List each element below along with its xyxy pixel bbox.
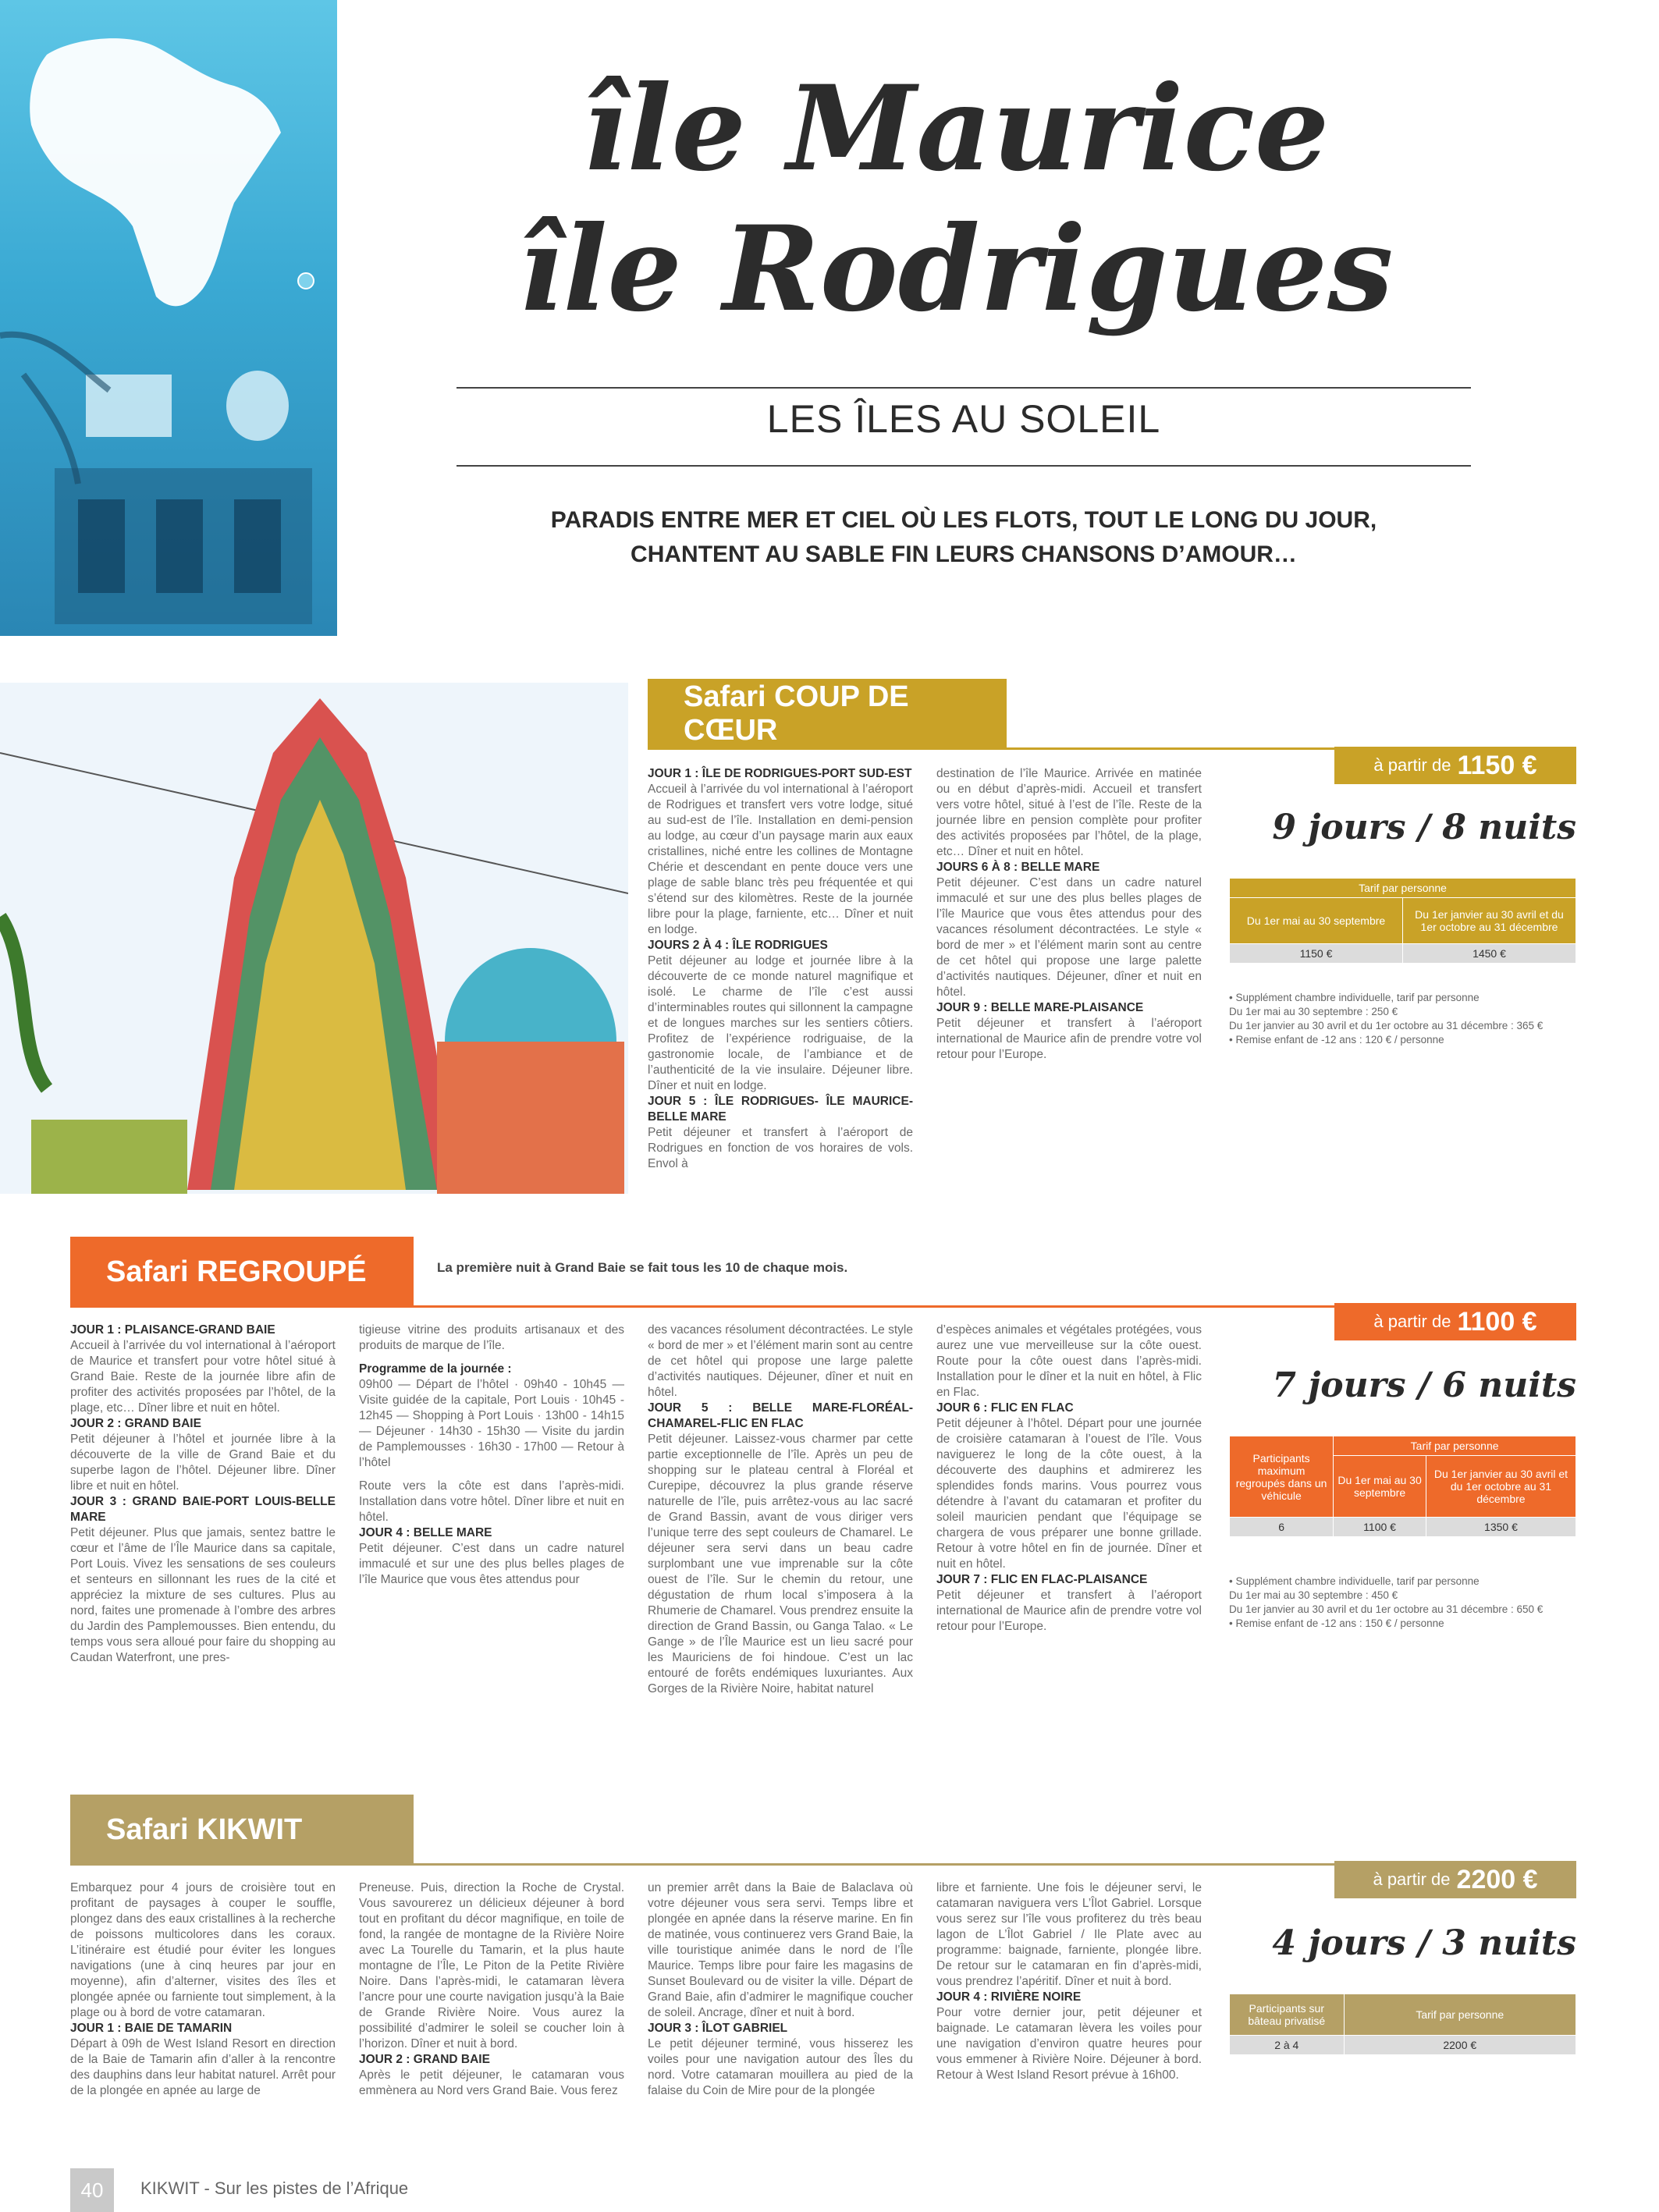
- day-heading: JOUR 3 : ÎLOT GABRIEL: [648, 2022, 788, 2035]
- day-heading: JOUR 9 : BELLE MARE-PLAISANCE: [936, 1001, 1144, 1014]
- s2-day-block: [359, 1525, 624, 1588]
- s2-day-block: [359, 1377, 624, 1471]
- s2-day-block: [359, 1362, 624, 1377]
- day-text: Petit déjeuner. Plus que jamais, sentez battre le cœur et l’âme de l’Île Maurice dans sa capitale, Port Louis. Vivez les sensations de ses couleurs et senteurs en sillonnant les rues de la cité et appréciez la mixture de ses cultures. Plus au nord, faites une promenade à l’ombre des arbres du Jardin des Pamplemousses. Bien entendu, du temps vous sera alloué pour faire du shopping au Caudan Waterfront, une pres-: [70, 1526, 336, 1664]
- price-value: 1100 €: [1457, 1306, 1537, 1337]
- note-line: • Remise enfant de -12 ans : 120 € / personne: [1229, 1034, 1444, 1046]
- s3-day-block: [359, 1880, 624, 2052]
- table-head: Tarif par personne: [1230, 879, 1576, 898]
- s1-day-block: [936, 766, 1202, 860]
- s2-day-block: [936, 1401, 1202, 1572]
- page-tagline: [468, 503, 1459, 572]
- title-divider-bottom: [456, 465, 1471, 467]
- s3-day-block: [648, 1880, 913, 2021]
- day-text: Accueil à l’arrivée du vol international à l’aéroport de Rodrigues et transfert vers votre lodge, situé au sud-est de l’île. Installation en demi-pension au lodge, au cœur d’un paysage marin aux eaux cristallines, niché entre les collines de Montagne Chérie et descendant en pente douce vers une plage de sable blanc très peu fréquentée et qui s’étend sur des kilomètres. Reste de la journée libre pour la plage, farniente, etc… Dîner et nuit en lodge.: [648, 783, 913, 936]
- day-heading: JOUR 4 : BELLE MARE: [359, 1526, 492, 1539]
- day-text: destination de l’île Maurice. Arrivée en matinée ou en début d’après-midi. Accueil et transfert vers votre hôtel, situé à l’est de l’île. Reste de la journée libre en pension complète pour profiter des activités proposées par l’hôtel, de la plage, etc… Dîner et nuit en hôtel.: [936, 767, 1202, 858]
- s3-day-block: [936, 1880, 1202, 1990]
- day-heading: JOUR 1 : ÎLE DE RODRIGUES-PORT SUD-EST: [648, 767, 912, 780]
- tagline-line1: PARADIS ENTRE MER ET CIEL OÙ LES FLOTS, TOUT LE LONG DU JOUR,: [550, 507, 1377, 533]
- table-value-winter: 1450 €: [1403, 944, 1576, 964]
- day-text: Petit déjeuner et transfert à l’aéroport de Rodrigues en fonction de vos horaires de vols. Envol à: [648, 1126, 913, 1170]
- day-heading: JOUR 2 : GRAND BAIE: [70, 1417, 201, 1430]
- section1-notes: [1229, 991, 1576, 1047]
- s2-day-block: [936, 1572, 1202, 1635]
- day-heading: JOUR 5 : ÎLE RODRIGUES- ÎLE MAURICE-BELLE MARE: [648, 1095, 913, 1124]
- table-value-summer: 1150 €: [1230, 944, 1403, 964]
- programme-heading: Programme de la journée :: [359, 1362, 512, 1376]
- section2-title: Safari REGROUPÉ: [70, 1237, 414, 1307]
- table-head: Tarif par personne: [1344, 1994, 1576, 2036]
- day-heading: JOUR 3 : GRAND BAIE-PORT LOUIS-BELLE MARE: [70, 1495, 336, 1524]
- s2-day-block: [936, 1323, 1202, 1401]
- s2-day-block: [70, 1323, 336, 1416]
- day-heading: JOUR 5 : BELLE MARE-FLORÉAL-CHAMAREL-FLIC EN FLAC: [648, 1401, 913, 1430]
- note-line: • Remise enfant de -12 ans : 150 € / personne: [1229, 1617, 1444, 1629]
- section1-col1: [648, 766, 913, 1172]
- table-value-price: 2200 €: [1344, 2036, 1576, 2055]
- day-text: Pour votre dernier jour, petit déjeuner et baignade. Le catamaran lèvera les voiles pour une navigation d’environ quatre heures pour vous emmener à Rivière Noire. Déjeuner à bord. Retour à West Island Resort prévue à 16h00.: [936, 2006, 1202, 2082]
- s2-day-block: [70, 1494, 336, 1666]
- footer-text: KIKWIT - Sur les pistes de l’Afrique: [140, 2178, 409, 2198]
- s1-day-block: [648, 938, 913, 1094]
- day-text: Petit déjeuner et transfert à l’aéroport international de Maurice afin de prendre votre vol retour pour l’Europe.: [936, 1017, 1202, 1061]
- section1-title: Safari COUP DE CŒUR: [648, 679, 1007, 749]
- s2-day-block: [359, 1479, 624, 1525]
- table-participants-header: Participants sur bâteau privatisé: [1230, 1994, 1345, 2036]
- intro-text: Embarquez pour 4 jours de croisière tout en profitant de paysages à couper le souffle, plongez dans des eaux cristallines à la recherche de poissons multicolores dans les coraux. L’itinéraire est étudié pour éviter les longues navigations (une à cinq heures par jour en moyenne), afin d’alterner, visites des îles et plongée apnée ou farniente tout simplement, à la plage ou à bord de votre catamaran.: [70, 1881, 336, 2019]
- table-value-participants: 6: [1230, 1518, 1334, 1537]
- day-text: libre et farniente. Une fois le déjeuner servi, le catamaran naviguera vers L’Îlot Gabriel. Lorsque vous serez sur l’île vous profiterez du très beau lagon de L’Îlot Gabriel / Ile Plate avec au programme: baignade, farniente, plongée libre. De retour sur le catamaran en fin d’après-midi, vous prendrez l’apéritif. Dîner et nuit à bord.: [936, 1881, 1202, 1988]
- section2-price-table: [1229, 1436, 1576, 1537]
- section2-col1: [70, 1323, 336, 1666]
- table-participants-header: Participants maximum regroupés dans un véhicule: [1230, 1436, 1334, 1518]
- day-text: Petit déjeuner. Laissez-vous charmer par cette partie exceptionnelle de l’île. Après un peu de shopping sur le plateau central à Floréal et Curepipe, découvrez la plus grande réserve naturelle de l’île, puis arrêtez-vous au lac sacré de Grand Bassin, avant de vous diriger vers l’unique terre des sept couleurs de Chamarel. Le déjeuner sera servi dans un beau cadre surplombant une vue imprenable sur la côte ouest de l’île. Sur le chemin du retour, une dégustation de rhum local s’imposera à la Rhumerie de Chamarel. Vous prendrez ensuite la direction de Grand Bassin, ou Ganga Talao. « Le Gange » de l’Île Maurice est un lieu sacré pour les Mauriciens de foi hindoue. C’est un lac entouré de forêts endémiques luxuriantes. Aux Gorges de la Rivière Noire, habitat naturel: [648, 1433, 913, 1695]
- section3-title: Safari KIKWIT: [70, 1795, 414, 1865]
- s3-day-block: [359, 2052, 624, 2099]
- note-line: Du 1er janvier au 30 avril et du 1er octobre au 31 décembre : 365 €: [1229, 1020, 1544, 1031]
- section3-duration: 4 jours / 3 nuits: [1272, 1923, 1576, 1963]
- day-text: Petit déjeuner à l’hôtel et journée libre à la découverte de la ville de Grand Baie et du superbe lagon de l’hôtel. Déjeuner libre. Dîner libre et nuit en hôtel.: [70, 1433, 336, 1493]
- price-prefix: à partir de: [1373, 755, 1451, 775]
- s2-day-block: [648, 1323, 913, 1401]
- page-subtitle: LES ÎLES AU SOLEIL: [766, 397, 1161, 441]
- page-title-line1: île Maurice: [582, 60, 1330, 197]
- day-text: Petit déjeuner. C’est dans un cadre naturel immaculé et sur une des plus belles plages de l’île Maurice que vous êtes attendus pour des vacances résolument décontractées. Le style « bord de mer » et l’élément marin sont au centre de cet hôtel qui propose une large palette d’activités nautiques. Déjeuner, dîner et nuit en hôtel.: [936, 876, 1202, 999]
- note-line: Du 1er mai au 30 septembre : 450 €: [1229, 1589, 1398, 1601]
- section2-col4: [936, 1323, 1202, 1635]
- s3-day-block: [648, 2021, 913, 2099]
- day-text: Le petit déjeuner terminé, vous hisserez les voiles pour une navigation autour des Îles du nord. Votre catamaran mouillera au pied de la falaise du Coin de Mire pour de la plongée: [648, 2037, 913, 2097]
- day-text: Accueil à l’arrivée du vol international à l’aéroport de Maurice et transfert pour votre hôtel situé à Grand Baie. Reste de la journée libre afin de profiter des activités proposées par l’hôtel, de la plage, etc… Dîner libre et nuit en hôtel.: [70, 1339, 336, 1415]
- table-value-participants: 2 à 4: [1230, 2036, 1345, 2055]
- table-col-winter: Du 1er janvier au 30 avril et du 1er octobre au 31 décembre: [1426, 1456, 1576, 1518]
- s2-day-block: [359, 1323, 624, 1354]
- section1-price-table: [1229, 878, 1576, 964]
- day-text: tigieuse vitrine des produits artisanaux et des produits de marque de l’île.: [359, 1323, 624, 1352]
- table-col-summer: Du 1er mai au 30 septembre: [1334, 1456, 1426, 1518]
- section3-col1: [70, 1880, 336, 2099]
- s2-day-block: [648, 1401, 913, 1697]
- price-prefix: à partir de: [1373, 1869, 1451, 1889]
- section1-price-badge: [1334, 747, 1576, 784]
- section2-notes: [1229, 1575, 1576, 1631]
- section1-duration: 9 jours / 8 nuits: [1272, 808, 1576, 847]
- s1-day-block: [648, 766, 913, 938]
- section3-col2: [359, 1880, 624, 2099]
- day-text: Petit déjeuner à l’hôtel. Départ pour une journée de croisière catamaran à l’ouest de l’île. Vous naviguerez le long de la côte ouest, à la découverte des dauphins et admirerez les splendides fonds marins. Vous pourrez vous détendre à l’avant du catamaran et profiter du soleil mauricien pendant que l’équipage se chargera de vous préparer une bonne grillade. Retour à votre hôtel en fin de journée. Dîner et nuit en hôtel.: [936, 1417, 1202, 1571]
- day-heading: JOUR 4 : RIVIÈRE NOIRE: [936, 1990, 1082, 2004]
- day-heading: JOUR 1 : PLAISANCE-GRAND BAIE: [70, 1323, 275, 1337]
- africa-map-icon: [30, 38, 281, 306]
- s3-day-block: [936, 1990, 1202, 2083]
- day-text: un premier arrêt dans la Baie de Balaclava où votre déjeuner vous sera servi. Temps libre et plongée en apnée dans la réserve marine. En fin de matinée, vous continuerez vers Grand Baie, la ville touristique animée dans le nord de l’Île Maurice. Temps libre pour faire les magasins de Sunset Boulevard ou de visiter la ville. Départ de Grand Baie, afin d’admirer le magnifique coucher de soleil. Ancrage, dîner et nuit à bord.: [648, 1881, 913, 2019]
- day-text: Preneuse. Puis, direction la Roche de Crystal. Vous savourerez un délicieux déjeuner à bord tout en profitant du décor magnifique, en toile de fond, la rangée de montagne de la Rivière Noire avec La Tourelle du Tamarin, et la plus haute montagne de l’Île, Le Piton de la Petite Rivière Noire. Dans l’après-midi, le catamaran lèvera l’ancre pour une courte navigation jusqu’à la Baie de Grande Rivière Noire. Vous aurez la possibilité d’admirer le soleil se coucher loin à l’horizon. Dîner et nuit à bord.: [359, 1881, 624, 2050]
- section2-col2: [359, 1323, 624, 1588]
- section3-price-table: [1229, 1994, 1576, 2055]
- price-value: 2200 €: [1456, 1864, 1538, 1894]
- s3-day-block: [70, 1880, 336, 2021]
- s1-day-block: [936, 860, 1202, 1000]
- table-col-summer: Du 1er mai au 30 septembre: [1230, 898, 1403, 944]
- table-head: Tarif par personne: [1334, 1436, 1576, 1456]
- s2-day-block: [70, 1416, 336, 1494]
- section3-col4: [936, 1880, 1202, 2083]
- day-heading: JOUR 7 : FLIC EN FLAC-PLAISANCE: [936, 1573, 1148, 1586]
- note-line: Du 1er mai au 30 septembre : 250 €: [1229, 1006, 1398, 1017]
- page-number: 40: [70, 2168, 114, 2212]
- section2-price-badge: [1334, 1303, 1576, 1340]
- s3-day-block: [70, 2021, 336, 2099]
- page-title-line2: île Rodrigues: [518, 201, 1394, 338]
- day-text: des vacances résolument décontractées. Le style « bord de mer » et l’élément marin sont au centre de cet hôtel qui propose une large palette d’activités nautiques. Déjeuner, dîner et nuit en hôtel.: [648, 1323, 913, 1399]
- day-heading: JOUR 6 : FLIC EN FLAC: [936, 1401, 1074, 1415]
- day-text: Route vers la côte est dans l’après-midi. Installation dans votre hôtel. Dîner libre et nuit en hôtel.: [359, 1479, 624, 1524]
- section3-price-badge: [1334, 1861, 1576, 1898]
- day-text: Petit déjeuner et transfert à l’aéroport international de Maurice afin de prendre votre vol retour pour l’Europe.: [936, 1589, 1202, 1633]
- day-heading: JOURS 6 À 8 : BELLE MARE: [936, 861, 1100, 874]
- header-photo-africa-map: [0, 0, 337, 636]
- section2-note: La première nuit à Grand Baie se fait tous les 10 de chaque mois.: [437, 1260, 848, 1275]
- note-line: • Supplément chambre individuelle, tarif par personne: [1229, 992, 1480, 1003]
- table-col-winter: Du 1er janvier au 30 avril et du 1er octobre au 31 décembre: [1403, 898, 1576, 944]
- day-text: d’espèces animales et végétales protégées, vous aurez une vue merveilleuse sur la côte ouest. Route pour la côte ouest dans l’après-midi. Installation pour le dîner et la nuit en hôtel, à Flic en Flac.: [936, 1323, 1202, 1399]
- section3-col3: [648, 1880, 913, 2099]
- s1-day-block: [648, 1094, 913, 1172]
- day-text: Après le petit déjeuner, le catamaran vous emmènera au Nord vers Grand Baie. Vous ferez: [359, 2068, 624, 2097]
- programme-text: 09h00 — Départ de l’hôtel · 09h40 - 10h45 — Visite guidée de la capitale, Port Louis · 10h45 - 12h45 — Shopping à Port Louis · 13h00 - 14h15 — Déjeuner · 14h30 - 15h30 — Visite du jardin de Pamplemousses · 16h30 - 17h00 — Retour à l’hôtel: [359, 1378, 624, 1469]
- price-value: 1150 €: [1457, 750, 1537, 780]
- note-line: Du 1er janvier au 30 avril et du 1er octobre au 31 décembre : 650 €: [1229, 1603, 1544, 1615]
- section2-duration: 7 jours / 6 nuits: [1272, 1365, 1576, 1405]
- day-heading: JOURS 2 À 4 : ÎLE RODRIGUES: [648, 939, 828, 952]
- section1-col2: [936, 766, 1202, 1063]
- table-value-winter: 1350 €: [1426, 1518, 1576, 1537]
- section2-col3: [648, 1323, 913, 1697]
- temple-photo: [0, 683, 628, 1194]
- table-value-summer: 1100 €: [1334, 1518, 1426, 1537]
- day-text: Petit déjeuner. C’est dans un cadre naturel immaculé et sur une des plus belles plages de l’île Maurice que vous êtes attendus pour: [359, 1542, 624, 1586]
- note-line: • Supplément chambre individuelle, tarif par personne: [1229, 1575, 1480, 1587]
- title-divider-top: [456, 387, 1471, 389]
- day-text: Départ à 09h de West Island Resort en direction de la Baie de Tamarin afin d’aller à la rencontre des dauphins dans leur habitat naturel. Arrêt pour de la plongée en apnée au large de: [70, 2037, 336, 2097]
- day-heading: JOUR 1 : BAIE DE TAMARIN: [70, 2022, 233, 2035]
- day-text: Petit déjeuner au lodge et journée libre à la découverte de ce monde naturel magnifique et isolé. Le charme de l’île c’est aussi d’interminables routes qui sillonnent la campagne et de longues marches sur les sentiers côtiers. Profitez de l’expérience rodriguaise, de la gastronomie locale, de l’ambiance et de l’authenticité de la vie insulaire. Déjeuner libre. Dîner et nuit en lodge.: [648, 954, 913, 1092]
- tagline-line2: CHANTENT AU SABLE FIN LEURS CHANSONS D’AMOUR…: [631, 541, 1297, 567]
- day-heading: JOUR 2 : GRAND BAIE: [359, 2053, 490, 2066]
- s1-day-block: [936, 1000, 1202, 1063]
- price-prefix: à partir de: [1373, 1312, 1451, 1331]
